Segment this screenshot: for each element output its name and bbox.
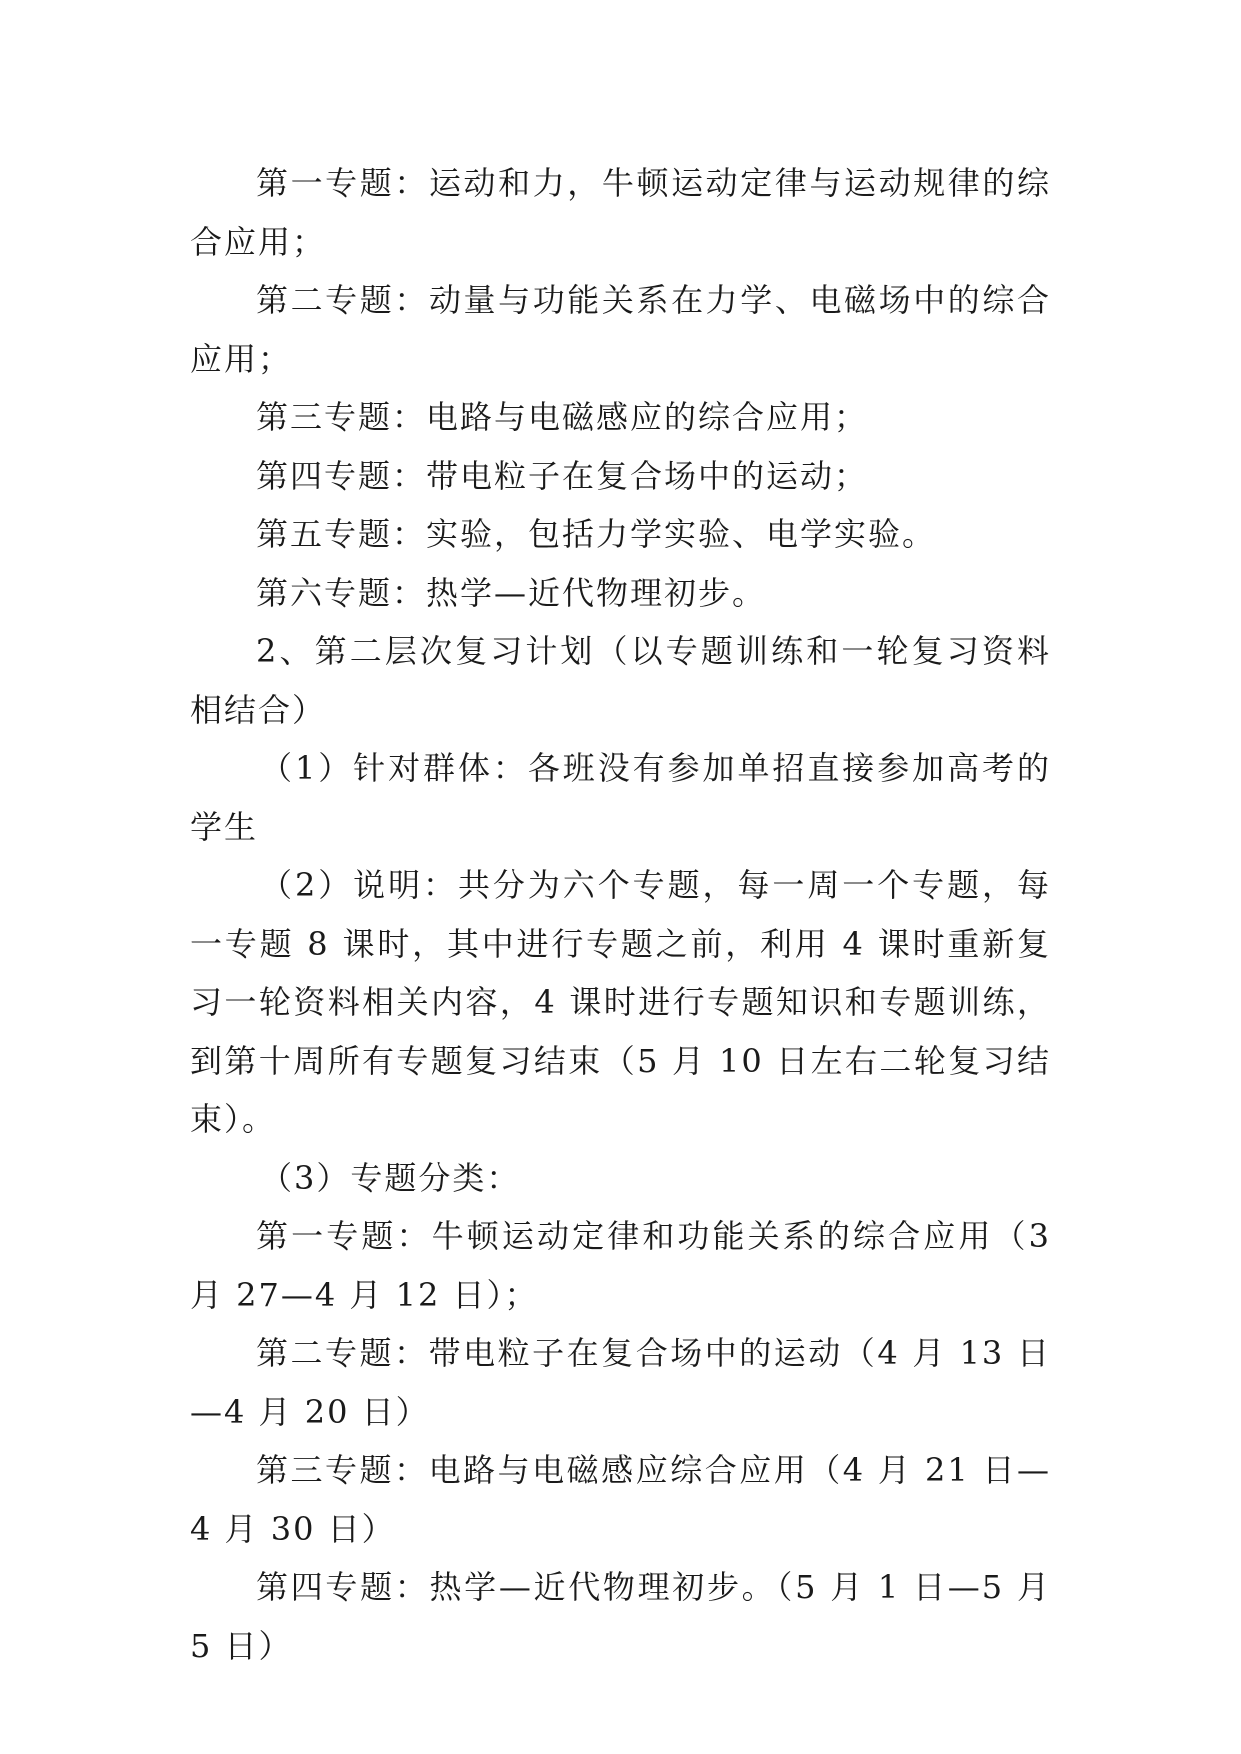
topic-6-paragraph: 第六专题：热学—近代物理初步。 (256, 573, 767, 612)
topic-4-paragraph: 第四专题：带电粒子在复合场中的运动； (256, 456, 869, 495)
topic-5-paragraph: 第五专题：实验，包括力学实验、电学实验。 (256, 515, 937, 553)
topic-1-paragraph: 第一专题：运动和力，牛顿运动定律与运动规律的综合应用； (190, 164, 1051, 261)
classification-heading: （3）专题分类： (260, 1158, 521, 1197)
schedule-topic-1: 第一专题：牛顿运动定律和功能关系的综合应用（3 月 27—4 月 12 日）； (190, 1217, 1051, 1314)
topic-3-paragraph: 第三专题：电路与电磁感应的综合应用； (256, 398, 869, 436)
description-paragraph: （2）说明：共分为六个专题，每一周一个专题，每一专题 8 课时，其中进行专题之前，利用 4 课时重新复习一轮资料相关内容，4 课时进行专题知识和专题训练，到第十周所有专题复习结束（5 月 10 日左右二轮复习结束）。 (190, 866, 1051, 1138)
document-body (190, 154, 1051, 1675)
topic-2-paragraph: 第二专题：动量与功能关系在力学、电磁场中的综合应用； (190, 281, 1051, 378)
section-2-heading: 2、第二层次复习计划（以专题训练和一轮复习资料相结合） (190, 632, 1051, 729)
schedule-topic-2: 第二专题：带电粒子在复合场中的运动（4 月 13 日—4 月 20 日） (190, 1334, 1051, 1431)
schedule-topic-4: 第四专题：热学—近代物理初步。（5 月 1 日—5 月 5 日） (190, 1568, 1051, 1665)
schedule-topic-3: 第三专题：电路与电磁感应综合应用（4 月 21 日—4 月 30 日） (190, 1451, 1051, 1548)
target-group-paragraph: （1）针对群体：各班没有参加单招直接参加高考的学生 (190, 749, 1051, 846)
